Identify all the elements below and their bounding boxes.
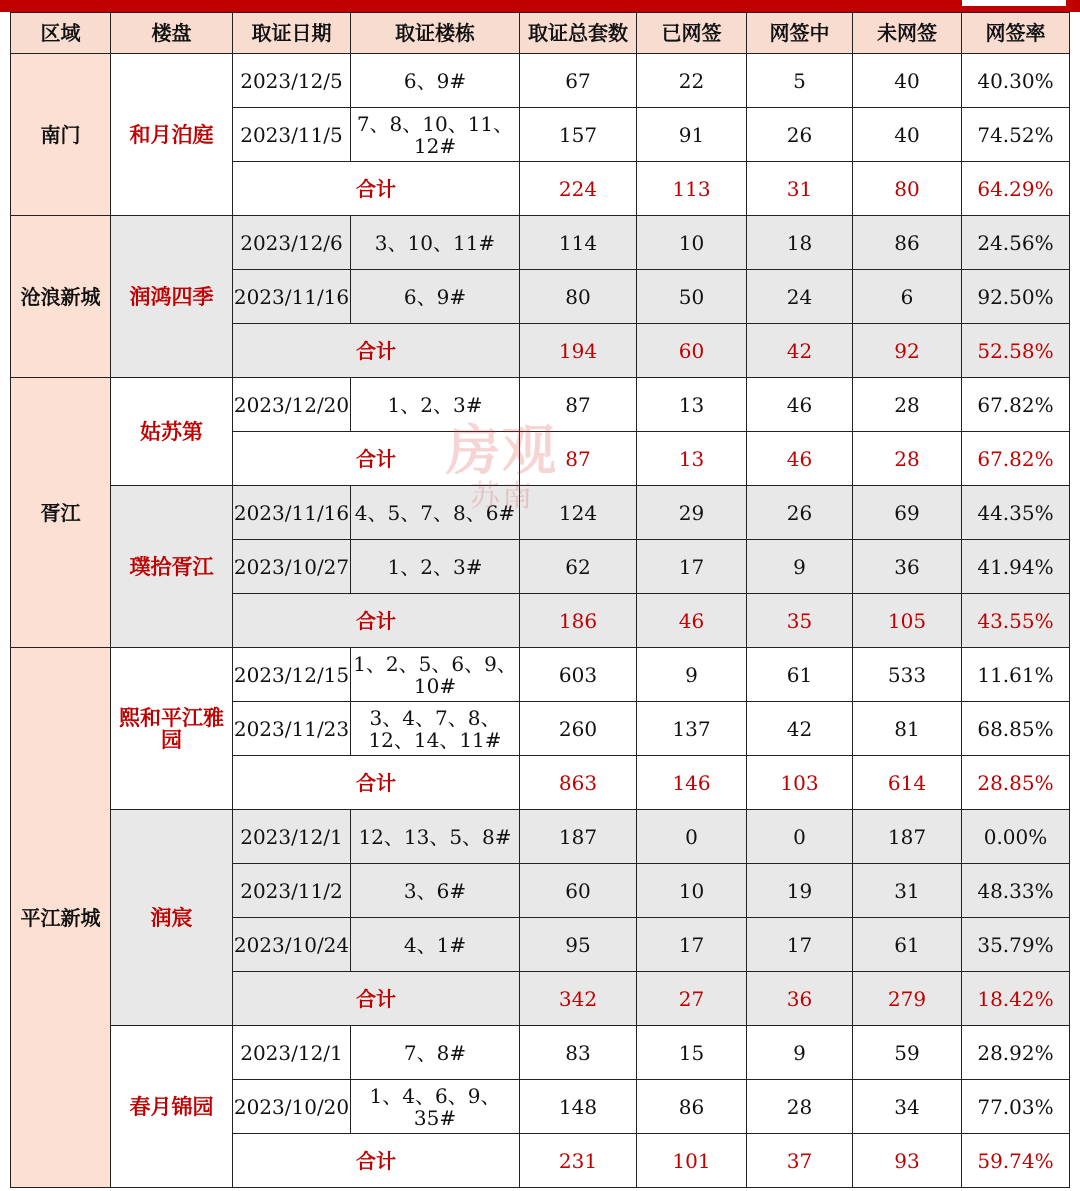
unsigned-cell: 59 (853, 1026, 962, 1080)
project-cell: 春月锦园 (111, 1026, 233, 1188)
cert-date-cell: 2023/11/23 (233, 702, 351, 756)
rate-cell: 24.56% (962, 216, 1070, 270)
summary-total-cell: 186 (520, 594, 637, 648)
signed-cell: 29 (637, 486, 747, 540)
total-cell: 114 (520, 216, 637, 270)
header-rate: 网签率 (962, 13, 1070, 54)
rate-cell: 92.50% (962, 270, 1070, 324)
summary-rate-cell: 59.74% (962, 1134, 1070, 1188)
buildings-cell: 1、2、5、6、9、10# (351, 648, 520, 702)
summary-rate-cell: 18.42% (962, 972, 1070, 1026)
signed-cell: 0 (637, 810, 747, 864)
signing-cell: 24 (747, 270, 853, 324)
unsigned-cell: 69 (853, 486, 962, 540)
header-project: 楼盘 (111, 13, 233, 54)
buildings-cell: 1、2、3# (351, 540, 520, 594)
buildings-cell: 1、4、6、9、35# (351, 1080, 520, 1134)
summary-label: 合计 (233, 1134, 520, 1188)
cert-date-cell: 2023/12/5 (233, 54, 351, 108)
summary-signing-cell: 103 (747, 756, 853, 810)
signed-cell: 13 (637, 378, 747, 432)
table-row (11, 648, 1070, 702)
summary-label: 合计 (233, 594, 520, 648)
project-cell: 和月泊庭 (111, 54, 233, 216)
total-cell: 87 (520, 378, 637, 432)
total-cell: 62 (520, 540, 637, 594)
total-cell: 603 (520, 648, 637, 702)
cert-date-cell: 2023/12/1 (233, 810, 351, 864)
cert-date-cell: 2023/11/16 (233, 486, 351, 540)
summary-unsigned-cell: 614 (853, 756, 962, 810)
signed-cell: 137 (637, 702, 747, 756)
top-banner-bar (0, 0, 1080, 12)
table-row (11, 1026, 1070, 1080)
header-total: 取证总套数 (520, 13, 637, 54)
project-cell: 璞拾胥江 (111, 486, 233, 648)
buildings-cell: 4、5、7、8、6# (351, 486, 520, 540)
buildings-cell: 7、8、10、11、12# (351, 108, 520, 162)
header-row (11, 13, 1070, 54)
summary-unsigned-cell: 80 (853, 162, 962, 216)
summary-unsigned-cell: 28 (853, 432, 962, 486)
district-cell: 沧浪新城 (11, 216, 111, 378)
rate-cell: 28.92% (962, 1026, 1070, 1080)
watermark-main: 房观 (446, 418, 558, 482)
total-cell: 80 (520, 270, 637, 324)
signed-cell: 50 (637, 270, 747, 324)
summary-rate-cell: 28.85% (962, 756, 1070, 810)
summary-signing-cell: 37 (747, 1134, 853, 1188)
header-signed: 已网签 (637, 13, 747, 54)
buildings-cell: 4、1# (351, 918, 520, 972)
signed-cell: 15 (637, 1026, 747, 1080)
buildings-cell: 6、9# (351, 54, 520, 108)
cert-date-cell: 2023/10/24 (233, 918, 351, 972)
buildings-cell: 12、13、5、8# (351, 810, 520, 864)
total-cell: 60 (520, 864, 637, 918)
unsigned-cell: 187 (853, 810, 962, 864)
summary-signing-cell: 35 (747, 594, 853, 648)
unsigned-cell: 34 (853, 1080, 962, 1134)
summary-signing-cell: 46 (747, 432, 853, 486)
project-cell: 润宸 (111, 810, 233, 1026)
table-row (11, 378, 1070, 432)
summary-label: 合计 (233, 972, 520, 1026)
summary-rate-cell: 64.29% (962, 162, 1070, 216)
unsigned-cell: 86 (853, 216, 962, 270)
summary-unsigned-cell: 279 (853, 972, 962, 1026)
summary-label: 合计 (233, 756, 520, 810)
total-cell: 157 (520, 108, 637, 162)
table-body (11, 54, 1070, 1188)
summary-rate-cell: 43.55% (962, 594, 1070, 648)
summary-label: 合计 (233, 162, 520, 216)
signing-cell: 9 (747, 1026, 853, 1080)
signed-cell: 9 (637, 648, 747, 702)
summary-signed-cell: 60 (637, 324, 747, 378)
buildings-cell: 3、6# (351, 864, 520, 918)
cert-date-cell: 2023/12/20 (233, 378, 351, 432)
summary-total-cell: 87 (520, 432, 637, 486)
signed-cell: 86 (637, 1080, 747, 1134)
cert-date-cell: 2023/10/20 (233, 1080, 351, 1134)
header-date: 取证日期 (233, 13, 351, 54)
unsigned-cell: 81 (853, 702, 962, 756)
rate-cell: 11.61% (962, 648, 1070, 702)
header-signing: 网签中 (747, 13, 853, 54)
summary-total-cell: 342 (520, 972, 637, 1026)
unsigned-cell: 31 (853, 864, 962, 918)
signed-cell: 17 (637, 918, 747, 972)
total-cell: 83 (520, 1026, 637, 1080)
summary-signed-cell: 113 (637, 162, 747, 216)
signed-cell: 17 (637, 540, 747, 594)
table-row (11, 54, 1070, 108)
top-banner-tab (962, 0, 1066, 6)
signing-cell: 26 (747, 486, 853, 540)
header-buildings: 取证楼栋 (351, 13, 520, 54)
unsigned-cell: 533 (853, 648, 962, 702)
summary-signed-cell: 13 (637, 432, 747, 486)
signing-cell: 46 (747, 378, 853, 432)
rate-cell: 44.35% (962, 486, 1070, 540)
summary-label: 合计 (233, 324, 520, 378)
summary-signing-cell: 42 (747, 324, 853, 378)
signing-cell: 0 (747, 810, 853, 864)
table-row (11, 486, 1070, 540)
total-cell: 187 (520, 810, 637, 864)
total-cell: 260 (520, 702, 637, 756)
rate-cell: 77.03% (962, 1080, 1070, 1134)
project-cell: 润鸿四季 (111, 216, 233, 378)
header-unsigned: 未网签 (853, 13, 962, 54)
signing-cell: 5 (747, 54, 853, 108)
summary-rate-cell: 67.82% (962, 432, 1070, 486)
signing-cell: 42 (747, 702, 853, 756)
buildings-cell: 3、4、7、8、12、14、11# (351, 702, 520, 756)
cert-date-cell: 2023/11/16 (233, 270, 351, 324)
summary-signed-cell: 27 (637, 972, 747, 1026)
total-cell: 148 (520, 1080, 637, 1134)
rate-cell: 35.79% (962, 918, 1070, 972)
signed-cell: 10 (637, 864, 747, 918)
rate-cell: 41.94% (962, 540, 1070, 594)
signed-cell: 91 (637, 108, 747, 162)
total-cell: 67 (520, 54, 637, 108)
cert-date-cell: 2023/10/27 (233, 540, 351, 594)
signing-cell: 26 (747, 108, 853, 162)
district-cell: 胥江 (11, 378, 111, 648)
table-row (11, 810, 1070, 864)
summary-total-cell: 863 (520, 756, 637, 810)
presale-sign-table (10, 12, 1070, 1188)
rate-cell: 74.52% (962, 108, 1070, 162)
summary-signed-cell: 146 (637, 756, 747, 810)
summary-total-cell: 231 (520, 1134, 637, 1188)
buildings-cell: 1、2、3# (351, 378, 520, 432)
rate-cell: 68.85% (962, 702, 1070, 756)
unsigned-cell: 61 (853, 918, 962, 972)
cert-date-cell: 2023/12/1 (233, 1026, 351, 1080)
cert-date-cell: 2023/11/5 (233, 108, 351, 162)
rate-cell: 48.33% (962, 864, 1070, 918)
header-district: 区域 (11, 13, 111, 54)
signing-cell: 28 (747, 1080, 853, 1134)
total-cell: 124 (520, 486, 637, 540)
cert-date-cell: 2023/12/15 (233, 648, 351, 702)
rate-cell: 40.30% (962, 54, 1070, 108)
summary-total-cell: 224 (520, 162, 637, 216)
signing-cell: 19 (747, 864, 853, 918)
signing-cell: 18 (747, 216, 853, 270)
cert-date-cell: 2023/11/2 (233, 864, 351, 918)
summary-signing-cell: 36 (747, 972, 853, 1026)
signed-cell: 10 (637, 216, 747, 270)
summary-rate-cell: 52.58% (962, 324, 1070, 378)
unsigned-cell: 40 (853, 108, 962, 162)
summary-unsigned-cell: 92 (853, 324, 962, 378)
unsigned-cell: 28 (853, 378, 962, 432)
summary-unsigned-cell: 93 (853, 1134, 962, 1188)
project-cell: 熙和平江雅园 (111, 648, 233, 810)
summary-signed-cell: 101 (637, 1134, 747, 1188)
cert-date-cell: 2023/12/6 (233, 216, 351, 270)
signing-cell: 17 (747, 918, 853, 972)
table-row (11, 216, 1070, 270)
total-cell: 95 (520, 918, 637, 972)
summary-label: 合计 (233, 432, 520, 486)
buildings-cell: 3、10、11# (351, 216, 520, 270)
signing-cell: 61 (747, 648, 853, 702)
district-cell: 南门 (11, 54, 111, 216)
project-cell: 姑苏第 (111, 378, 233, 486)
signing-cell: 9 (747, 540, 853, 594)
rate-cell: 67.82% (962, 378, 1070, 432)
signed-cell: 22 (637, 54, 747, 108)
buildings-cell: 6、9# (351, 270, 520, 324)
rate-cell: 0.00% (962, 810, 1070, 864)
summary-unsigned-cell: 105 (853, 594, 962, 648)
district-cell: 平江新城 (11, 648, 111, 1188)
unsigned-cell: 36 (853, 540, 962, 594)
buildings-cell: 7、8# (351, 1026, 520, 1080)
summary-signing-cell: 31 (747, 162, 853, 216)
summary-total-cell: 194 (520, 324, 637, 378)
summary-signed-cell: 46 (637, 594, 747, 648)
unsigned-cell: 6 (853, 270, 962, 324)
unsigned-cell: 40 (853, 54, 962, 108)
watermark-sub: 苏南 (470, 479, 534, 514)
